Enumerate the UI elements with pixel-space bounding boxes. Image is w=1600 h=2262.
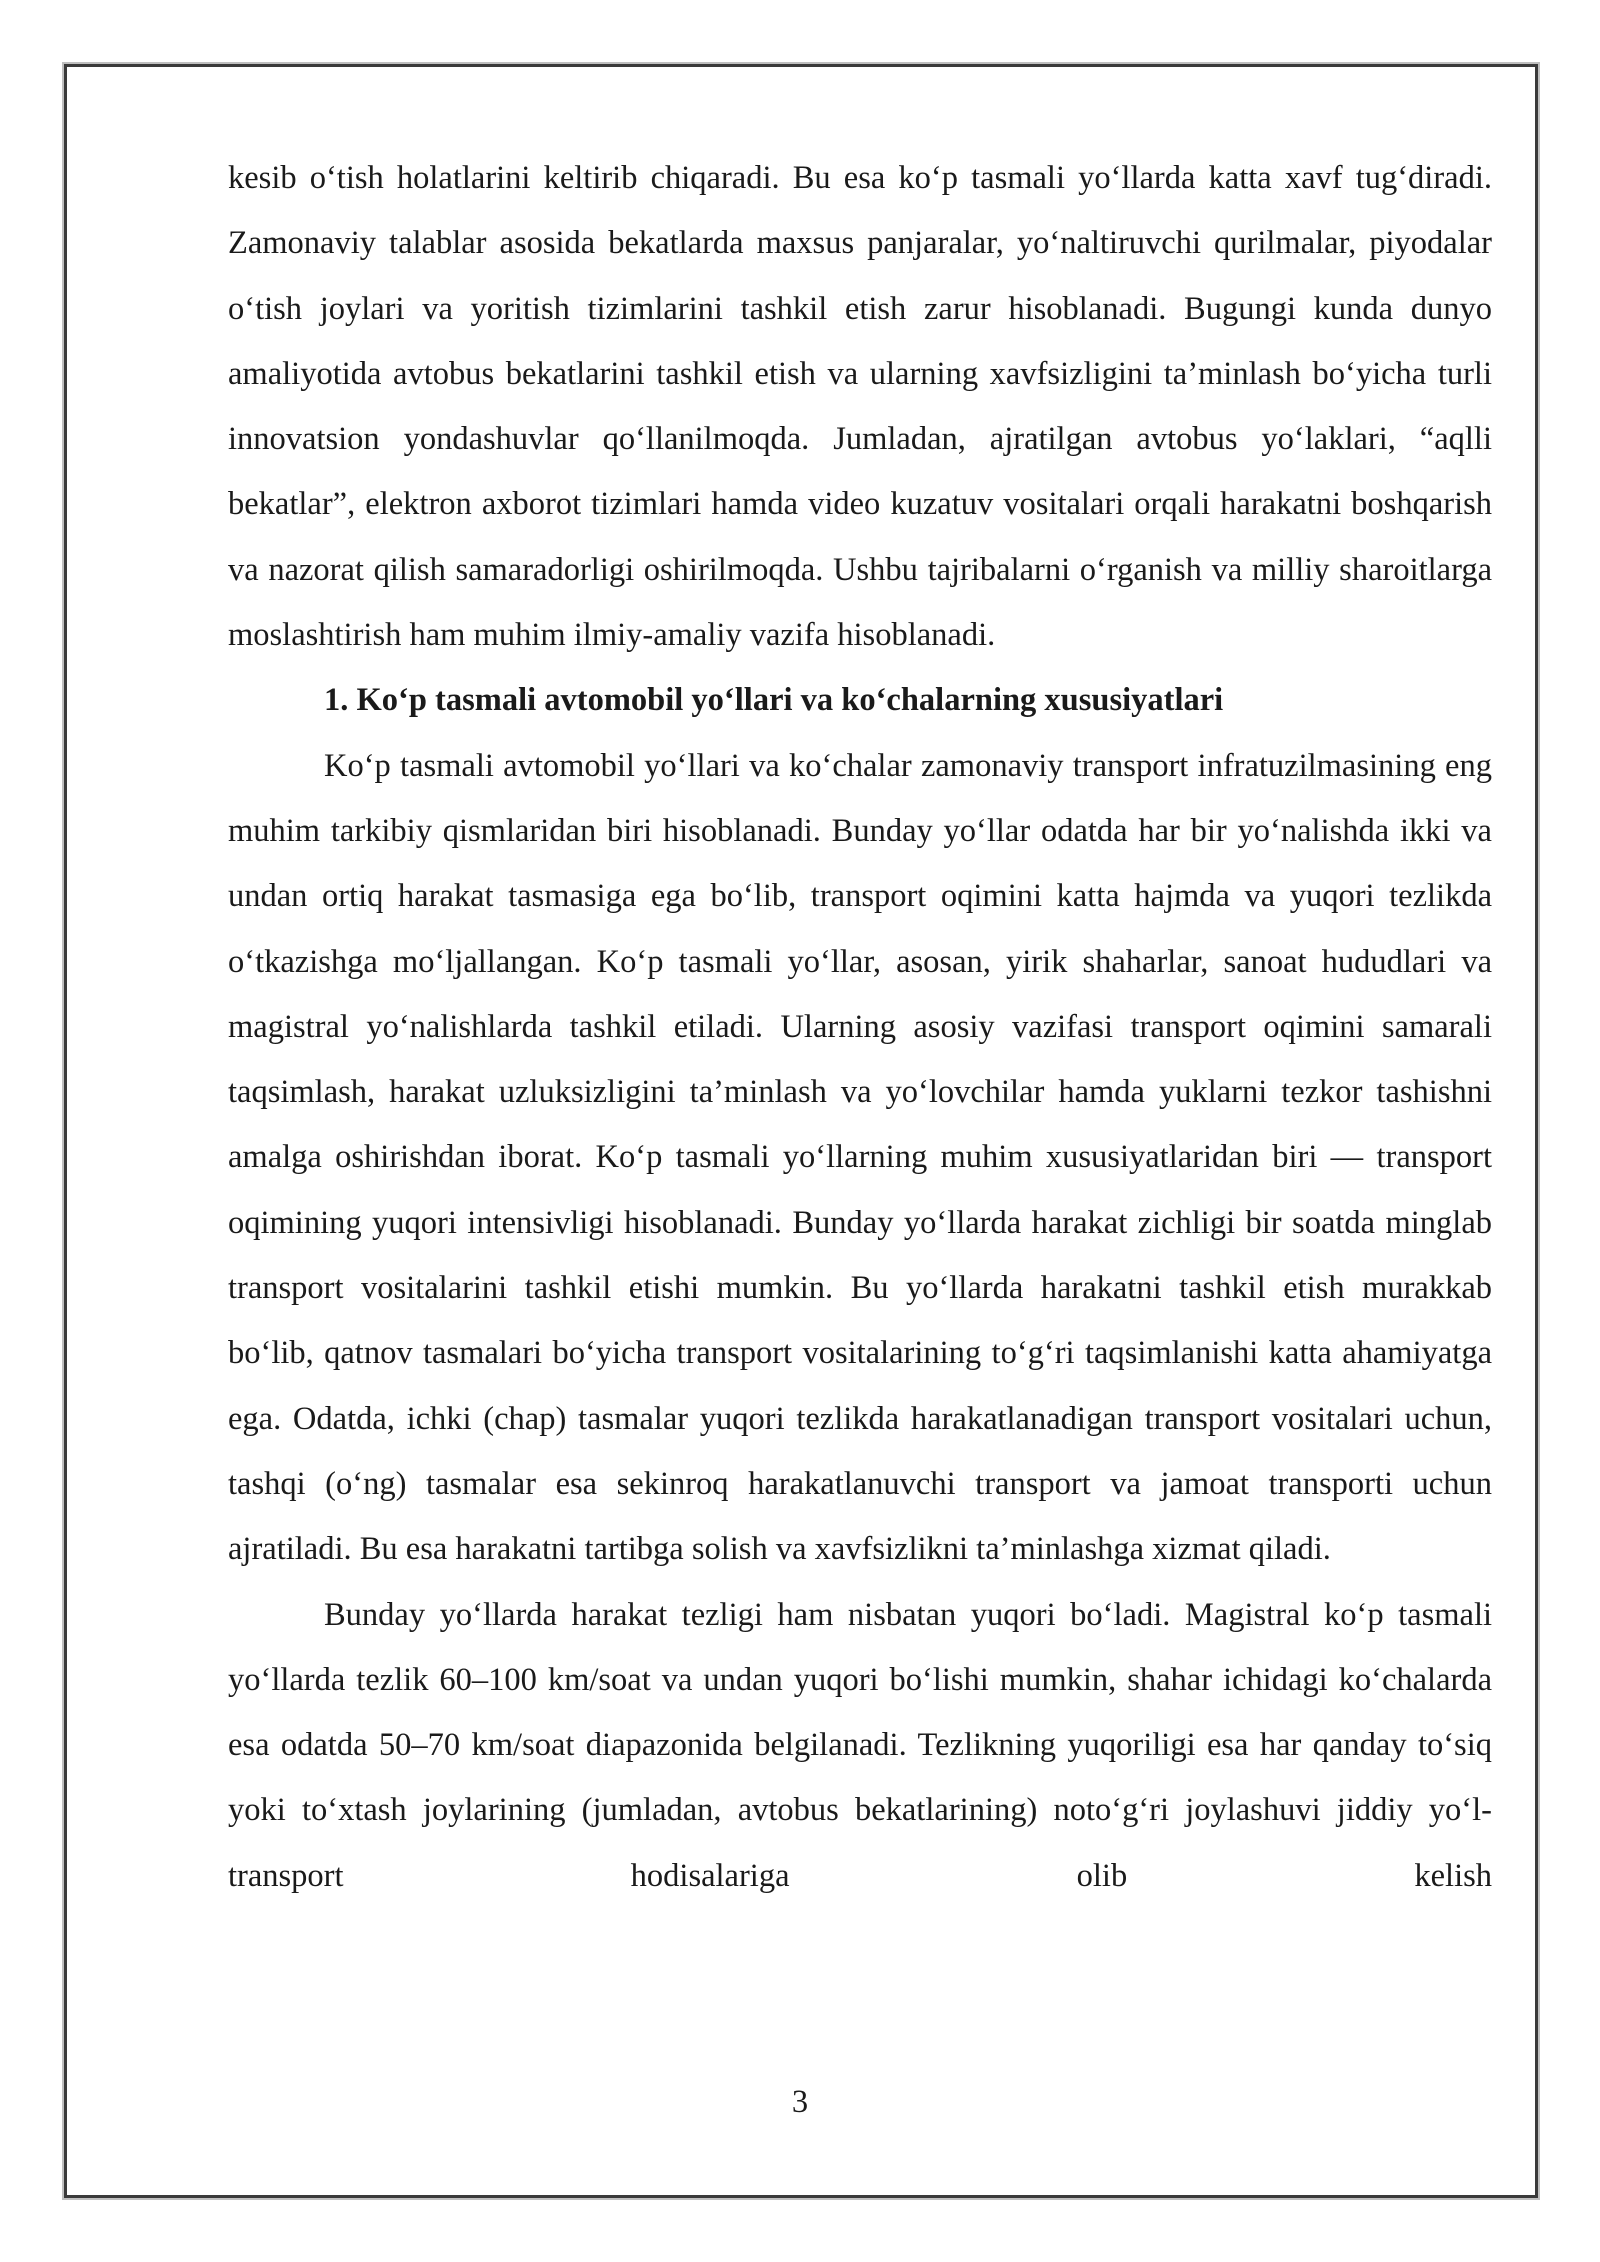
page-number: 3 [791,2084,809,2120]
paragraph-multilane-roads: Ko‘p tasmali avtomobil yo‘llari va ko‘chalar zamonaviy transport infratuzilmasining eng muhim tarkibiy qismlaridan biri hisoblanadi. Bunday yo‘llar odatda har bir yo‘nalishda ikki va undan ortiq harakat tasmasiga ega bo‘lib, transport oqimini katta hajmda va yuqori tezlikda o‘tkazishga mo‘ljallangan. Ko‘p tasmali yo‘llar, asosan, yirik shaharlar, sanoat hududlari va magistral yo‘nalishlarda tashkil etiladi. Ularning asosiy vazifasi transport oqimini samarali taqsimlash, harakat uzluksizligini ta’minlash va yo‘lovchilar hamda yuklarni tezkor tashishni amalga oshirishdan iborat. Ko‘p tasmali yo‘llarning muhim xususiyatlaridan biri — transport oqimining yuqori intensivligi hisoblanadi. Bunday yo‘llarda harakat zichligi bir soatda minglab transport vositalarini tashkil etishi mumkin. Bu yo‘llarda harakatni tashkil etish murakkab bo‘lib, qatnov tasmalari bo‘yicha transport vositalarining to‘g‘ri taqsimlanishi katta ahamiyatga ega. Odatda, ichki (chap) tasmalar yuqori tezlikda harakatlanadigan transport vositalari uchun, tashqi (o‘ng) tasmalar esa sekinroq harakatlanuvchi transport va jamoat transporti uchun ajratiladi. Bu esa harakatni tartibga solish va xavfsizlikni ta’minlashga xizmat qiladi. [228,747,1492,1568]
paragraph-speed: Bunday yo‘llarda harakat tezligi ham nisbatan yuqori bo‘ladi. Magistral ko‘p tasmali yo‘llarda tezlik 60–100 km/soat va undan yuqori bo‘lishi mumkin, shahar ichidagi ko‘chalarda esa odatda 50–70 km/soat diapazonida belgilanadi. Tezlikning yuqoriligi esa har qanday to‘siq yoki to‘xtash joylarining (jumladan, avtobus bekatlarining) noto‘g‘ri joylashuvi jiddiy yo‘l-transport hodisalariga olib kelish [228,1596,1492,1894]
document-body [228,146,1492,1909]
section-heading: 1. Ko‘p tasmali avtomobil yo‘llari va ko‘chalarning xususiyatlari [324,682,1224,719]
paragraph-continued: kesib o‘tish holatlarini keltirib chiqaradi. Bu esa ko‘p tasmali yo‘llarda katta xavf tug‘diradi. Zamonaviy talablar asosida bekatlarda maxsus panjaralar, yo‘naltiruvchi qurilmalar, piyodalar o‘tish joylari va yoritish tizimlarini tashkil etish zarur hisoblanadi. Bugungi kunda dunyo amaliyotida avtobus bekatlarini tashkil etish va ularning xavfsizligini ta’minlash bo‘yicha turli innovatsion yondashuvlar qo‘llanilmoqda. Jumladan, ajratilgan avtobus yo‘laklari, “aqlli bekatlar”, elektron axborot tizimlari hamda video kuzatuv vositalari orqali harakatni boshqarish va nazorat qilish samaradorligi oshirilmoqda. Ushbu tajribalarni o‘rganish va milliy sharoitlarga moslashtirish ham muhim ilmiy-amaliy vazifa hisoblanadi. [228,160,1492,654]
